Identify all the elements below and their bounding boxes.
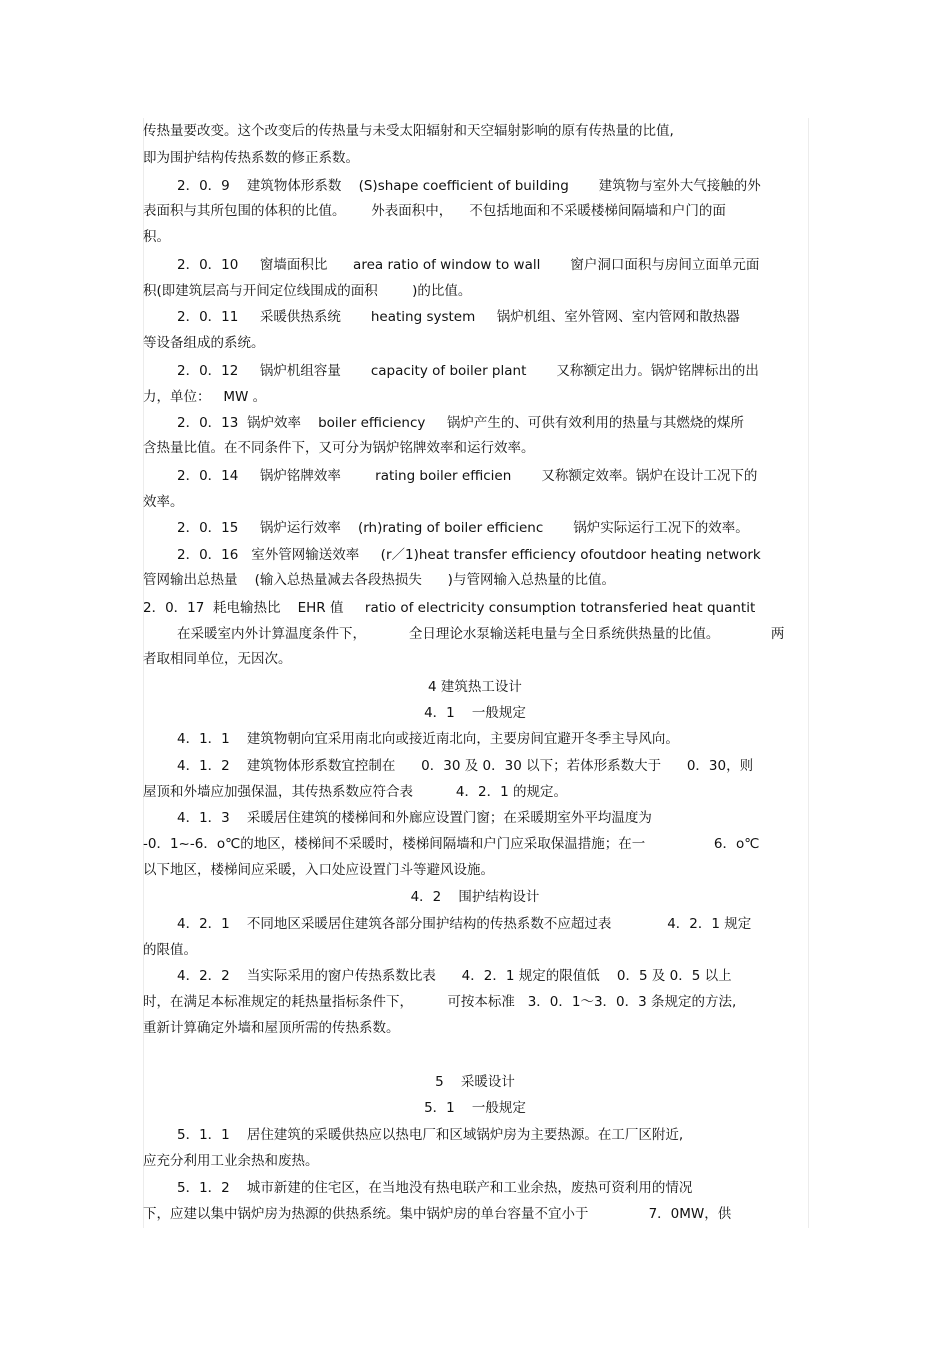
text-line: 4．2．1 不同地区采暖居住建筑各部分围护结构的传热系数不应超过表 4．2．1 规定 [177,916,752,932]
text-line: 2．0．9 建筑物体形系数 (S)shape coefficient of building 建筑物与室外大气接触的外 [177,178,761,194]
text-line: 4．1．2 建筑物体形系数宜控制在 0．30 及 0．30 以下；若体形系数大于 0．30，则 [177,758,754,774]
text-line: 4．1．3 采暖居住建筑的楼梯间和外廊应设置门窗；在采暖期室外平均温度为 [177,810,652,826]
subsection-heading: 4．1 一般规定 [424,705,526,721]
text-line: 4．1．1 建筑物朝向宜采用南北向或接近南北向，主要房间宜避开冬季主导风向。 [177,731,679,747]
section-heading: 4 建筑热工设计 [428,679,522,695]
text-line: 2．0．14 锅炉铭牌效率 rating boiler efficien 又称额定效率。锅炉在设计工况下的 [177,468,758,484]
text-line: 即为围护结构传热系数的修正系数。 [143,150,359,166]
subsection-heading: 5．1 一般规定 [424,1100,526,1116]
text-line: 5．1．2 城市新建的住宅区，在当地没有热电联产和工业余热，废热可资利用的情况 [177,1180,693,1196]
text-line: 积。 [143,229,170,245]
text-line: 2．0．15 锅炉运行效率 (rh)rating of boiler efficienc 锅炉实际运行工况下的效率。 [177,520,749,536]
text-line: 者取相同单位，无因次。 [143,651,292,667]
text-line: 含热量比值。在不同条件下，又可分为锅炉铭牌效率和运行效率。 [143,440,535,456]
text-line: 屋顶和外墙应加强保温，其传热系数应符合表 4．2．1 的规定。 [143,784,567,800]
text-line: 管网输出总热量 (输入总热量减去各段热损失 )与管网输入总热量的比值。 [143,572,615,588]
section-heading: 5 采暖设计 [435,1074,515,1090]
text-line: 5．1．1 居住建筑的采暖供热应以热电厂和区域锅炉房为主要热源。在工厂区附近, [177,1127,684,1143]
text-line: 等设备组成的系统。 [143,335,265,351]
text-line: -0．1~-6．o℃的地区，楼梯间不采暖时，楼梯间隔墙和户门应采取保温措施；在一 6．o℃ [143,836,760,852]
text-line: 重新计算确定外墙和屋顶所需的传热系数。 [143,1020,400,1036]
text-line: 在采暖室内外计算温度条件下， 全日理论水泵输送耗电量与全日系统供热量的比值。 两 [177,626,785,642]
text-line: 时，在满足本标准规定的耗热量指标条件下， 可按本标准 3．0．1～3．0．3 条规定的方法, [143,994,737,1010]
text-line: 以下地区，楼梯间应采暖，入口处应设置门斗等避风设施。 [143,862,494,878]
text-line: 2．0．11 采暖供热系统 heating system 锅炉机组、室外管网、室内管网和散热器 [177,309,740,325]
text-line: 2．0．13 锅炉效率 boiler efficiency 锅炉产生的、可供有效利用的热量与其燃烧的煤所 [177,415,744,431]
text-line: 传热量要改变。这个改变后的传热量与未受太阳辐射和天空辐射影响的原有传热量的比值, [143,123,674,139]
text-line: 力，单位： MW 。 [143,389,267,405]
text-line: 4．2．2 当实际采用的窗户传热系数比表 4．2．1 规定的限值低 0．5 及 0．5 以上 [177,968,732,984]
text-line: 下，应建以集中锅炉房为热源的供热系统。集中锅炉房的单台容量不宜小于 7．0MW，供 [143,1206,732,1222]
text-line: 2．0．12 锅炉机组容量 capacity of boiler plant 又称额定出力。锅炉铭牌标出的出 [177,363,759,379]
text-line: 效率。 [143,494,184,510]
text-line: 的限值。 [143,942,197,958]
text-line: 2．0．16 室外管网输送效率 (r／1)heat transfer efficiency ofoutdoor heating network [177,547,761,563]
text-line: 应充分利用工业余热和废热。 [143,1153,319,1169]
text-line: 积(即建筑层高与开间定位线围成的面积 )的比值。 [143,283,472,299]
text-line: 表面积与其所包围的体积的比值。 外表面积中， 不包括地面和不采暖楼梯间隔墙和户门的面 [143,203,726,219]
subsection-heading: 4．2 围护结构设计 [410,889,540,905]
text-line: 2．0．17 耗电输热比 EHR 值 ratio of electricity consumption totransferied heat quantit [143,600,756,616]
text-line: 2．0．10 窗墙面积比 area ratio of window to wall 窗户洞口面积与房间立面单元面 [177,257,760,273]
